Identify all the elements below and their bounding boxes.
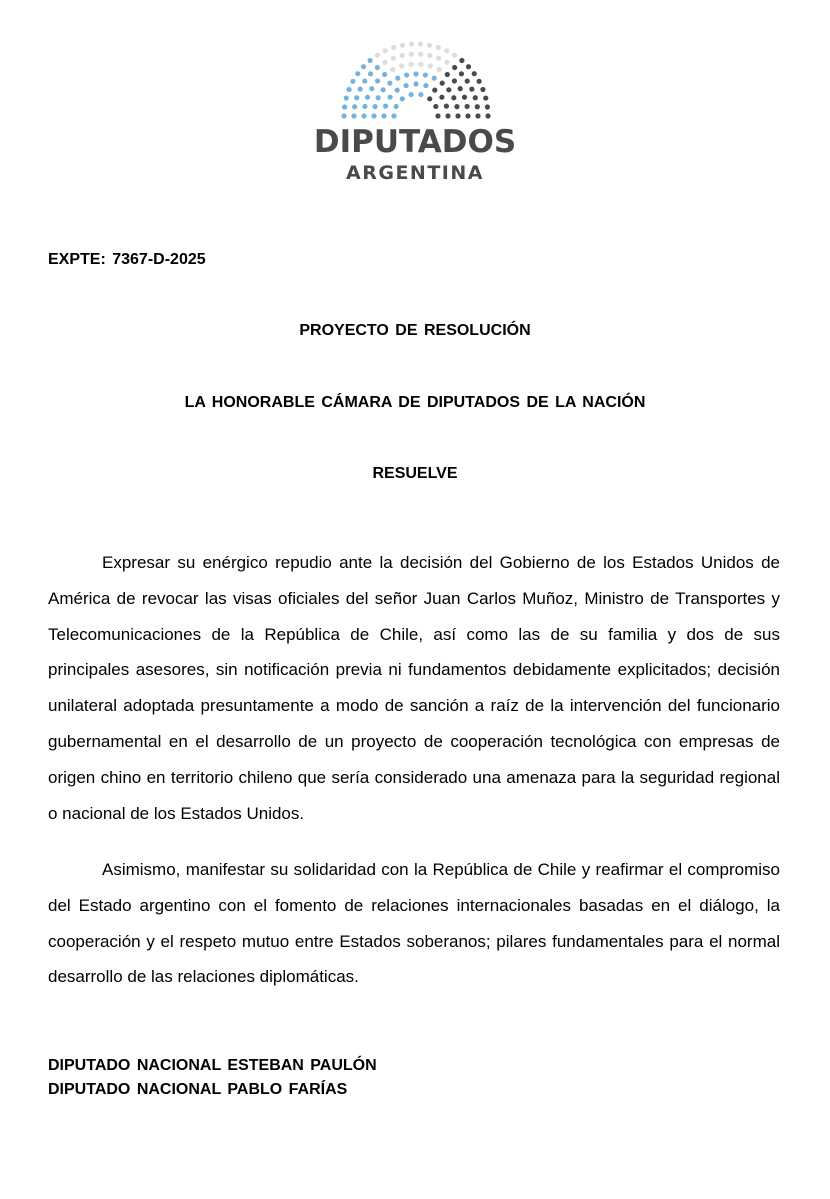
hemicycle-seat-dot [436,56,441,61]
hemicycle-seat-dot [400,43,405,48]
hemicycle-seat-dot [355,71,360,76]
hemicycle-seat-dot [462,95,467,100]
hemicycle-seat-dot [418,52,423,57]
hemicycle-seat-dot [395,76,400,81]
hemicycle-seat-dot [485,113,490,118]
hemicycle-seat-dot [444,60,449,65]
hemicycle-seat-dot [400,53,405,58]
hemicycle-seat-dot [423,72,428,77]
hemicycle-seat-dot [376,95,381,100]
hemicycle-seat-dot [435,113,440,118]
hemicycle-seat-dot [368,58,373,63]
hemicycle-seat-dot [375,78,380,83]
resolve-heading: RESUELVE [372,465,458,482]
hemicycle-seat-dot [404,72,409,77]
hemicycle-seat-dot [465,113,470,118]
hemicycle-seat-dot [391,56,396,61]
hemicycle-seat-dot [445,113,450,118]
hemicycle-seat-dot [469,87,474,92]
hemicycle-seat-dot [440,81,445,86]
hemicycle-seat-dot [433,104,438,109]
hemicycle-seat-dot [361,64,366,69]
hemicycle-seat-dot [375,53,380,58]
logo-name: DIPUTADOS [313,124,517,160]
hemicycle-seat-dot [362,104,367,109]
expediente-number: EXPTE: 7367-D-2025 [48,251,206,268]
hemicycle-seat-dot [418,42,423,47]
hemicycle-seat-dot [427,53,432,58]
hemicycle-seat-dot [390,67,395,72]
hemicycle-seat-dot [387,81,392,86]
resolution-paragraph-1 [48,545,780,831]
hemicycle-seat-dot [362,78,367,83]
hemicycle-seat-dot [413,71,418,76]
hemicycle-seat-dot [409,62,414,67]
hemicycle-seat-dot [365,95,370,100]
hemicycle-seat-dot [444,104,449,109]
hemicycle-seat-dot [375,65,380,70]
hemicycle-seat-dot [409,42,414,47]
hemicycle-seat-dot [399,63,404,68]
hemicycle-seat-dot [341,113,346,118]
hemicycle-seat-dot [446,87,451,92]
hemicycle-seat-dot [432,88,437,93]
hemicycle-seat-dot [452,53,457,58]
hemicycle-seat-dot [439,95,444,100]
hemicycle-seat-dot [458,86,463,91]
hemicycle-seat-dot [369,86,374,91]
hemicycle-seat-dot [383,48,388,53]
signature-line: DIPUTADO NACIONAL PABLO FARÍAS [48,1081,348,1098]
hemicycle-seat-dot [452,65,457,70]
hemicycle-seat-dot [454,104,459,109]
hemicycle-dots-icon [340,40,492,120]
hemicycle-seat-dot [371,113,376,118]
hemicycle-seat-dot [350,79,355,84]
hemicycle-seat-dot [472,71,477,76]
hemicycle-seat-dot [480,87,485,92]
chamber-heading: LA HONORABLE CÁMARA DE DIPUTADOS DE LA NACIÓN [184,394,646,411]
hemicycle-seat-dot [459,58,464,63]
hemicycle-seat-dot [372,104,377,109]
hemicycle-seat-dot [437,67,442,72]
hemicycle-seat-dot [444,48,449,53]
hemicycle-seat-dot [382,60,387,65]
hemicycle-seat-dot [475,113,480,118]
hemicycle-seat-dot [451,95,456,100]
hemicycle-seat-dot [368,71,373,76]
hemicycle-seat-dot [465,104,470,109]
hemicycle-seat-dot [342,104,347,109]
hemicycle-seat-dot [354,95,359,100]
hemicycle-seat-dot [485,104,490,109]
hemicycle-seat-dot [459,71,464,76]
diputados-logo [300,40,530,190]
hemicycle-seat-dot [409,92,414,97]
hemicycle-seat-dot [483,95,488,100]
hemicycle-seat-dot [409,52,414,57]
hemicycle-seat-dot [388,95,393,100]
hemicycle-seat-dot [391,113,396,118]
hemicycle-seat-dot [418,62,423,67]
hemicycle-seat-dot [361,113,366,118]
signature-block [48,1054,377,1102]
hemicycle-seat-dot [381,87,386,92]
hemicycle-seat-dot [476,79,481,84]
logo-country: ARGENTINA [346,162,484,184]
hemicycle-seat-dot [382,72,387,77]
hemicycle-seat-dot [404,83,409,88]
hemicycle-seat-dot [436,45,441,50]
hemicycle-seat-dot [418,92,423,97]
hemicycle-seat-dot [351,113,356,118]
hemicycle-seat-dot [428,63,433,68]
hemicycle-seat-dot [358,87,363,92]
hemicycle-seat-dot [381,113,386,118]
hemicycle-seat-dot [452,78,457,83]
signature-line: DIPUTADO NACIONAL ESTEBAN PAULÓN [48,1057,377,1074]
resolution-paragraph-2 [48,852,780,995]
hemicycle-seat-dot [445,72,450,77]
hemicycle-seat-dot [455,113,460,118]
hemicycle-seat-dot [394,104,399,109]
hemicycle-seat-dot [400,96,405,101]
hemicycle-seat-dot [383,104,388,109]
hemicycle-seat-dot [344,95,349,100]
hemicycle-seat-dot [473,95,478,100]
hemicycle-seat-dot [475,104,480,109]
hemicycle-seat-dot [346,87,351,92]
hemicycle-seat-dot [465,78,470,83]
hemicycle-seat-dot [352,104,357,109]
paragraph-text: Expresar su enérgico repudio ante la decisión del Gobierno de los Estados Unidos de América de revocar las visas oficiales del señor Juan Carlos Muñoz, Ministro de Transportes y Telecomunicaciones de la República de Chile, así como las de su familia y dos de sus principales asesores, sin notificación previa ni fundamentos debidamente explicitados; decisión unilateral adoptada presuntamente a modo de sanción a raíz de la intervención del funcionario gubernamental en el desarrollo de un proyecto de cooperación tecnológica con empresas de origen chino en territorio chileno que sería considerado una amenaza para la seguridad regional o nacional de los Estados Unidos. [48,553,780,823]
hemicycle-seat-dot [413,81,418,86]
paragraph-text: Asimismo, manifestar su solidaridad con la República de Chile y reafirmar el compromiso del Estado argentino con el fomento de relaciones internacionales basadas en el diálogo, la cooperación y el respeto mutuo entre Estados soberanos; pilares fundamentales para el normal desarrollo de las relaciones diplomáticas. [48,860,780,987]
hemicycle-seat-dot [427,96,432,101]
hemicycle-seat-dot [427,43,432,48]
hemicycle-seat-dot [391,45,396,50]
hemicycle-seat-dot [432,76,437,81]
hemicycle-seat-dot [395,88,400,93]
document-title: PROYECTO DE RESOLUCIÓN [299,322,531,339]
hemicycle-seat-dot [423,83,428,88]
hemicycle-seat-dot [466,64,471,69]
